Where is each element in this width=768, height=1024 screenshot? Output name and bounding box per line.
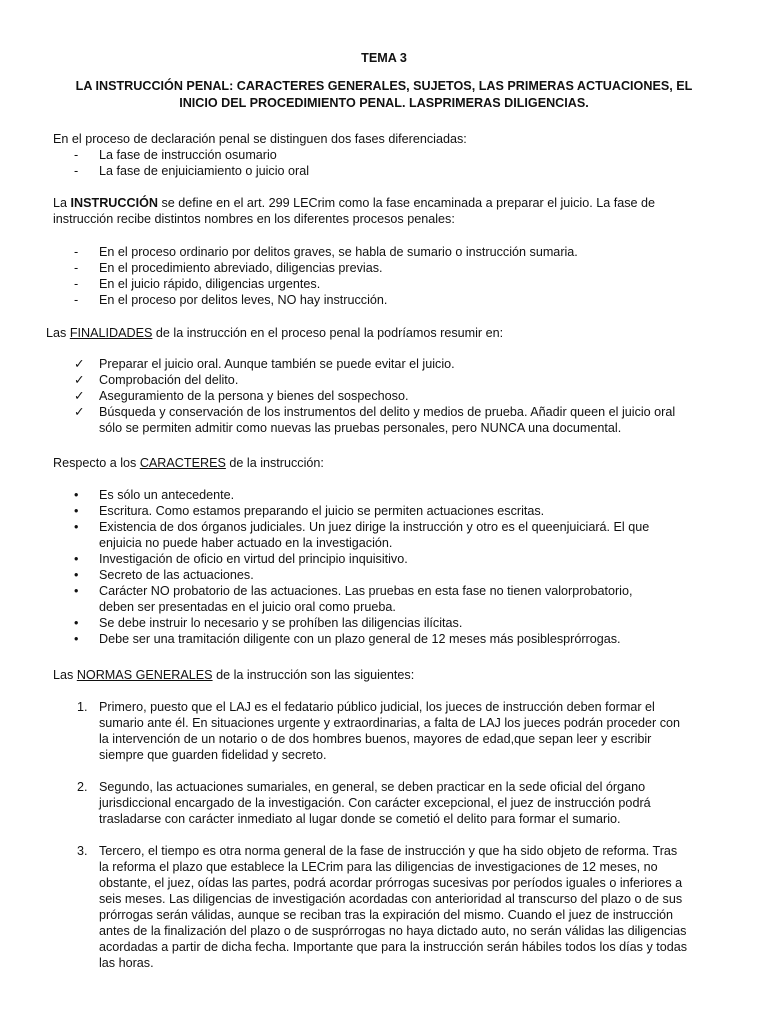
bullet-marker: •: [74, 520, 79, 534]
finalidades-heading: Las FINALIDADES de la instrucción en el proceso penal la podríamos resumir en:: [46, 326, 504, 340]
process-names-list: [53, 244, 713, 308]
caracteres-list: [53, 487, 713, 647]
keyword-normas-generales: NORMAS GENERALES: [76, 668, 213, 682]
bullet-marker: •: [74, 552, 79, 566]
list-item: - En el juicio rápido, diligencias urgentes.: [74, 277, 321, 291]
keyword-instruccion: INSTRUCCIÓN: [70, 196, 158, 210]
list-item: • Existencia de dos órganos judiciales. Un juez dirige la instrucción y otro es el queenjuiciará. El que enjuicia no puede haber actuado en la investigación.: [74, 520, 650, 550]
list-item: • Es sólo un antecedente.: [74, 488, 235, 502]
list-item: ✓ Preparar el juicio oral. Aunque también se puede evitar el juicio.: [74, 357, 455, 371]
normas-list: [53, 699, 713, 987]
bullet-marker: •: [74, 488, 79, 502]
topic-number: TEMA 3: [361, 51, 407, 65]
phases-list: [53, 147, 713, 179]
keyword-caracteres: CARACTERES: [139, 456, 226, 470]
instruccion-paragraph: La INSTRUCCIÓN se define en el art. 299 LECrim como la fase encaminada a preparar el juicio. La fase de instrucción recibe distintos nombres en los diferentes procesos penales:: [53, 196, 656, 226]
intro-paragraph: En el proceso de declaración penal se distinguen dos fases diferenciadas:: [53, 132, 467, 146]
dash-marker: -: [74, 148, 79, 162]
list-item: 1. Primero, puesto que el LAJ es el fedatario público judicial, los jueces de instrucción deben formar el sumario ante él. En situaciones urgente y extraordinarias, a falta de LAJ los jueces podrán proceder con la intervención de un notario o de dos hombres buenos, mayores de edad,que sepan leer y escribir siempre que guarden fidelidad y secreto.: [77, 700, 681, 762]
number-marker: 2.: [77, 780, 88, 794]
number-marker: 1.: [77, 700, 88, 714]
title-line: LA INSTRUCCIÓN PENAL: CARACTERES GENERALES, SUJETOS, LAS PRIMERAS ACTUACIONES, EL: [75, 79, 693, 93]
list-item: • Investigación de oficio en virtud del principio inquisitivo.: [74, 552, 408, 566]
list-item: ✓ Comprobación del delito.: [74, 373, 239, 387]
bullet-marker: •: [74, 616, 79, 630]
list-item: • Carácter NO probatorio de las actuaciones. Las pruebas en esta fase no tienen valorprobatorio, deben ser presentadas en el juicio oral como prueba.: [74, 584, 633, 614]
check-icon: ✓: [74, 405, 85, 419]
number-marker: 3.: [77, 844, 88, 858]
list-item: 2. Segundo, las actuaciones sumariales, en general, se deben practicar en la sede oficial del órgano jurisdiccional encargado de la investigación. Con carácter excepcional, el juez de instrucción podrá trasladarse con carácter inmediato al lugar donde se cometió el delito para formar el sumario.: [77, 780, 651, 826]
title-line: INICIO DEL PROCEDIMIENTO PENAL. LASPRIMERAS DILIGENCIAS.: [179, 96, 589, 110]
bullet-marker: •: [74, 632, 79, 646]
bullet-marker: •: [74, 584, 79, 598]
list-item: ✓ Aseguramiento de la persona y bienes del sospechoso.: [74, 389, 409, 403]
finalidades-list: [53, 356, 713, 436]
list-item: • Secreto de las actuaciones.: [74, 568, 254, 582]
document-title: [40, 78, 728, 112]
keyword-finalidades: FINALIDADES: [69, 326, 153, 340]
bullet-marker: •: [74, 504, 79, 518]
bullet-marker: •: [74, 568, 79, 582]
check-icon: ✓: [74, 389, 85, 403]
list-item: - La fase de instrucción osumario: [74, 148, 277, 162]
caracteres-heading: Respecto a los CARACTERES de la instrucción:: [53, 456, 324, 470]
list-item: - En el proceso por delitos leves, NO hay instrucción.: [74, 293, 388, 307]
list-item: - En el proceso ordinario por delitos graves, se habla de sumario o instrucción sumaria.: [74, 245, 578, 259]
list-item: 3. Tercero, el tiempo es otra norma general de la fase de instrucción y que ha sido objeto de reforma. Tras la reforma el plazo que establece la LECrim para las diligencias de investigaciones de 12 meses, no obstante, el juez, oídas las partes, podrá acordar prórrogas sucesivas por períodos iguales o inferiores a seis meses. Las diligencias de investigación acordadas con anterioridad al transcurso del plazo o de sus prórrogas serán válidas, aunque se reciban tras la expiración del mismo. Cuando el juez de instrucción antes de la finalización del plazo o de susprórrogas no haya dictado auto, no serán válidas las diligencias acordadas a partir de dicha fecha. Importante que para la instrucción serán hábiles todos los días y todas las horas.: [77, 844, 688, 970]
check-icon: ✓: [74, 357, 85, 371]
list-item: - En el procedimiento abreviado, diligencias previas.: [74, 261, 383, 275]
list-item: • Escritura. Como estamos preparando el juicio se permiten actuaciones escritas.: [74, 504, 545, 518]
list-item: • Debe ser una tramitación diligente con un plazo general de 12 meses más posiblesprórrogas.: [74, 632, 621, 646]
list-item: - La fase de enjuiciamiento o juicio oral: [74, 164, 310, 178]
list-item: ✓ Búsqueda y conservación de los instrumentos del delito y medios de prueba. Añadir queen el juicio oral sólo se permiten admitir como nuevas las pruebas personales, pero NUNCA una documental.: [74, 405, 676, 435]
check-icon: ✓: [74, 373, 85, 387]
list-item: • Se debe instruir lo necesario y se prohíben las diligencias ilícitas.: [74, 616, 463, 630]
normas-heading: Las NORMAS GENERALES de la instrucción son las siguientes:: [53, 668, 415, 682]
dash-marker: -: [74, 164, 79, 178]
